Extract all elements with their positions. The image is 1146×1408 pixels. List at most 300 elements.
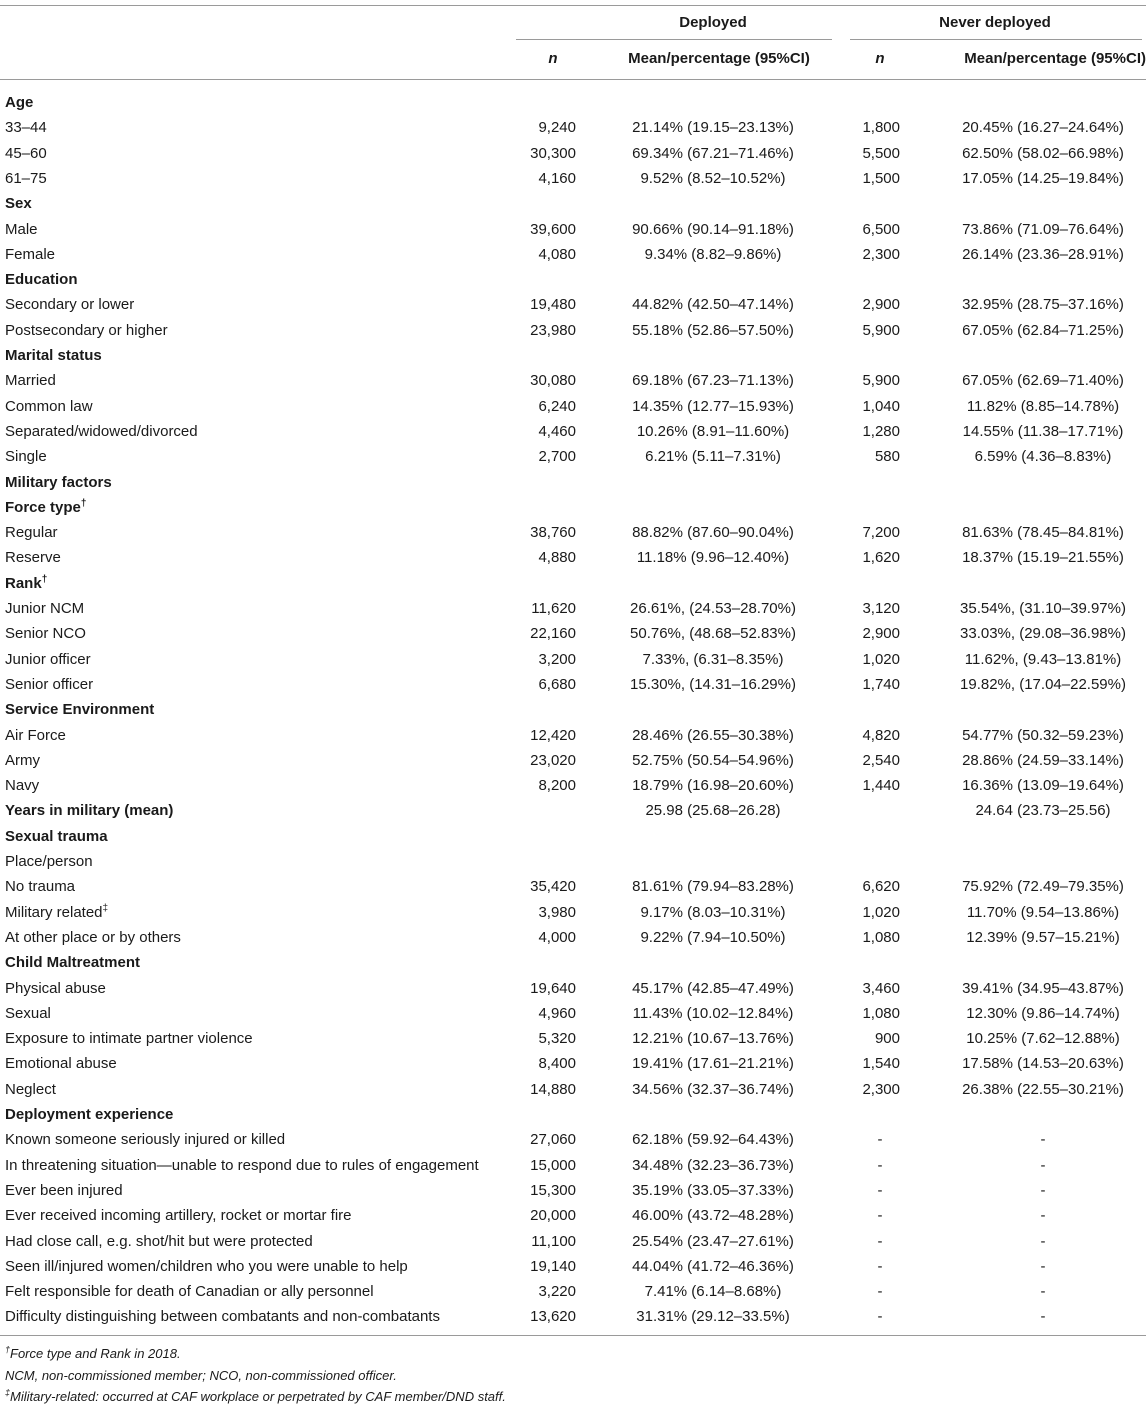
row-label <box>5 1001 51 1026</box>
deployed-n-cell: 19,480 <box>530 296 576 314</box>
never-pct-cell: 16.36% (13.09–19.64%) <box>962 777 1124 795</box>
never-n-cell: - <box>877 1207 883 1225</box>
row-label <box>5 1229 313 1254</box>
never-pct-cell: 17.58% (14.53–20.63%) <box>962 1055 1124 1073</box>
row-label-text: Force type <box>5 498 81 516</box>
deployed-n-cell: 6,680 <box>538 675 576 693</box>
never-pct-cell: 17.05% (14.25–19.84%) <box>962 169 1124 187</box>
row-label <box>5 647 91 672</box>
section-label <box>5 267 78 292</box>
table-row <box>0 217 1146 242</box>
row-label <box>5 217 38 242</box>
never-n-cell: 1,020 <box>862 650 900 668</box>
never-n-cell: 1,040 <box>862 397 900 415</box>
never-n-cell: 2,300 <box>862 1080 900 1098</box>
row-label-text: Male <box>5 220 38 238</box>
deployed-pct-cell: 9.34% (8.82–9.86%) <box>644 245 782 263</box>
never-n-cell: 5,900 <box>862 372 900 390</box>
section-row <box>0 571 1146 596</box>
row-label <box>5 1077 56 1102</box>
never-n-cell: 1,620 <box>862 549 900 567</box>
row-label-text: No trauma <box>5 878 76 896</box>
table-row <box>0 368 1146 393</box>
row-label-text: Years in military (mean) <box>5 802 174 820</box>
deployed-n-cell: 23,020 <box>530 751 576 769</box>
table-row <box>0 1127 1146 1152</box>
never-pct-cell: 39.41% (34.95–43.87%) <box>962 979 1124 997</box>
deployed-n-cell: 19,640 <box>530 979 576 997</box>
deployed-pct-cell: 21.14% (19.15–23.13%) <box>632 119 794 137</box>
never-pct-cell: 81.63% (78.45–84.81%) <box>962 524 1124 542</box>
row-label <box>5 545 61 570</box>
row-label <box>5 242 55 267</box>
table-row <box>0 1001 1146 1026</box>
deployed-pct-cell: 12.21% (10.67–13.76%) <box>632 1030 794 1048</box>
row-label-text: Seen ill/injured women/children who you were unable to help <box>5 1257 408 1275</box>
never-pct-cell: - <box>1040 1232 1046 1250</box>
table-row <box>0 849 1146 874</box>
section-row <box>0 90 1146 115</box>
row-label-text: Common law <box>5 397 93 415</box>
row-label-text: Felt responsible for death of Canadian or ally personnel <box>5 1283 374 1301</box>
never-n-cell: 1,080 <box>862 1004 900 1022</box>
table-row <box>0 874 1146 899</box>
row-label-text: Female <box>5 245 56 263</box>
never-pct-cell: 73.86% (71.09–76.64%) <box>962 220 1124 238</box>
section-row <box>0 950 1146 975</box>
table-row <box>0 141 1146 166</box>
table-row <box>0 748 1146 773</box>
table-row <box>0 1153 1146 1178</box>
never-n-cell: 580 <box>874 448 900 466</box>
deployed-n-cell: 27,060 <box>530 1131 576 1149</box>
never-n-cell: - <box>877 1232 883 1250</box>
never-n-cell: - <box>877 1181 883 1199</box>
row-label-text: Senior officer <box>5 675 94 693</box>
table-row <box>0 318 1146 343</box>
row-label-text: Sex <box>5 195 32 213</box>
deployed-n-cell: 3,200 <box>538 650 576 668</box>
deployed-n-cell: 30,080 <box>530 372 576 390</box>
deployed-pct-cell: 10.26% (8.91–11.60%) <box>636 422 790 440</box>
never-pct-cell: - <box>1040 1207 1046 1225</box>
table-row <box>0 1279 1146 1304</box>
never-pct-cell: 26.14% (23.36–28.91%) <box>962 245 1124 263</box>
never-pct-cell: 18.37% (15.19–21.55%) <box>962 549 1124 567</box>
section-row <box>0 798 1146 823</box>
deployed-n-cell: 20,000 <box>530 1207 576 1225</box>
table-row <box>0 1077 1146 1102</box>
never-n-cell: 900 <box>874 1030 900 1048</box>
never-n-cell: - <box>877 1156 883 1174</box>
deployed-n-cell: 8,200 <box>538 777 576 795</box>
row-label-text: Had close call, e.g. shot/hit but were protected <box>5 1232 313 1250</box>
row-label <box>5 115 47 140</box>
deployed-pct-cell: 69.18% (67.23–71.13%) <box>632 372 794 390</box>
deployed-n-cell: 39,600 <box>530 220 576 238</box>
deployed-n-cell: 4,960 <box>538 1004 576 1022</box>
row-label-text: Sexual <box>5 1004 51 1022</box>
row-label <box>5 925 181 950</box>
footnote-mark: † <box>80 497 87 509</box>
section-label <box>5 343 102 368</box>
row-label <box>5 520 58 545</box>
section-label <box>5 950 140 975</box>
never-n-cell: 1,500 <box>862 169 900 187</box>
row-label-text: Ever received incoming artillery, rocket or mortar fire <box>5 1207 352 1225</box>
row-label-text: Service Environment <box>5 701 155 719</box>
row-label-text: Senior NCO <box>5 625 86 643</box>
table-row <box>0 976 1146 1001</box>
never-pct-cell: 6.59% (4.36–8.83%) <box>974 448 1112 466</box>
section-row <box>0 824 1146 849</box>
row-label-text: 45–60 <box>5 144 47 162</box>
never-n-cell: - <box>877 1308 883 1326</box>
row-label <box>5 444 47 469</box>
row-label-text: Emotional abuse <box>5 1055 117 1073</box>
footnote <box>5 1368 397 1383</box>
deployed-n-cell: 3,220 <box>538 1283 576 1301</box>
never-n-cell: 2,900 <box>862 625 900 643</box>
row-label <box>5 166 47 191</box>
never-pct-cell: - <box>1040 1308 1046 1326</box>
row-label-text: Married <box>5 372 56 390</box>
never-pct-cell: 19.82%, (17.04–22.59%) <box>960 675 1126 693</box>
row-label <box>5 672 93 697</box>
row-label-text: Age <box>5 94 34 111</box>
row-label <box>5 1203 352 1228</box>
never-pct-cell: 28.86% (24.59–33.14%) <box>962 751 1124 769</box>
table-row <box>0 647 1146 672</box>
footnote-text: NCM, non-commissioned member; NCO, non-commissioned officer. <box>5 1368 397 1383</box>
never-n-cell: 5,900 <box>862 321 900 339</box>
deployed-n-cell: 4,000 <box>538 928 576 946</box>
row-label-text: Secondary or lower <box>5 296 135 314</box>
never-pct-cell: 54.77% (50.32–59.23%) <box>962 726 1124 744</box>
never-pct-cell: - <box>1040 1283 1046 1301</box>
deployed-pct-cell: 90.66% (90.14–91.18%) <box>632 220 794 238</box>
table-row <box>0 723 1146 748</box>
never-n-cell: 1,740 <box>862 675 900 693</box>
table-row <box>0 292 1146 317</box>
row-label-text: Military factors <box>5 473 112 491</box>
row-label-text: Single <box>5 448 47 466</box>
deployed-group-rule <box>516 39 832 40</box>
deployed-pct-cell: 28.46% (26.55–30.38%) <box>632 726 794 744</box>
row-label-text: 61–75 <box>5 169 47 187</box>
never-pct-cell: 26.38% (22.55–30.21%) <box>962 1080 1124 1098</box>
row-label-text: 33–44 <box>5 119 47 137</box>
row-label <box>5 1153 479 1178</box>
table-row <box>0 115 1146 140</box>
row-label-text: Physical abuse <box>5 979 106 997</box>
deployed-pct-cell: 69.34% (67.21–71.46%) <box>632 144 794 162</box>
section-label <box>5 824 108 849</box>
table-row <box>0 900 1146 925</box>
never-pct-cell: - <box>1040 1156 1046 1174</box>
deployed-n-cell: 15,300 <box>530 1181 576 1199</box>
deployed-pct-cell: 45.17% (42.85–47.49%) <box>632 979 794 997</box>
deployed-pct-cell: 35.19% (33.05–37.33%) <box>632 1181 794 1199</box>
never-n-cell: 2,540 <box>862 751 900 769</box>
table-row <box>0 394 1146 419</box>
table-row <box>0 1026 1146 1051</box>
deployed-n-cell: 13,620 <box>530 1308 576 1326</box>
deployed-n-cell: 4,460 <box>538 422 576 440</box>
deployed-n-cell: 3,980 <box>538 903 576 921</box>
section-row <box>0 1102 1146 1127</box>
table-row <box>0 621 1146 646</box>
deployed-n-cell: 8,400 <box>538 1055 576 1073</box>
never-n-cell: - <box>877 1257 883 1275</box>
row-label <box>5 976 106 1001</box>
deployed-pct-cell: 18.79% (16.98–20.60%) <box>632 777 794 795</box>
table-row <box>0 925 1146 950</box>
section-row <box>0 470 1146 495</box>
never-pct-cell: 10.25% (7.62–12.88%) <box>966 1030 1120 1048</box>
never-pct-cell: 20.45% (16.27–24.64%) <box>962 119 1124 137</box>
section-label <box>5 495 86 520</box>
row-label-text: Neglect <box>5 1080 56 1098</box>
row-label-text: Army <box>5 751 40 769</box>
row-label <box>5 292 134 317</box>
row-label-text: Regular <box>5 524 58 542</box>
deployed-n-cell: 30,300 <box>530 144 576 162</box>
deployed-pct-cell: 7.33%, (6.31–8.35%) <box>642 650 784 668</box>
never-n-cell: - <box>877 1131 883 1149</box>
section-row <box>0 191 1146 216</box>
deployed-n-cell: 6,240 <box>538 397 576 415</box>
mean-header-deployed: Mean/percentage (95%CI) <box>628 50 810 67</box>
deployed-pct-cell: 6.21% (5.11–7.31%) <box>645 448 781 466</box>
table-row <box>0 520 1146 545</box>
row-label <box>5 394 93 419</box>
header-rule <box>0 79 1146 80</box>
footnote-mark: † <box>5 1344 11 1355</box>
never-n-cell: 1,440 <box>862 777 900 795</box>
deployed-pct-cell: 11.43% (10.02–12.84%) <box>632 1004 794 1022</box>
deployed-pct-cell: 55.18% (52.86–57.50%) <box>632 321 794 339</box>
deployed-n-cell: 5,320 <box>538 1030 576 1048</box>
footnote <box>5 1389 506 1404</box>
never-pct-cell: 14.55% (11.38–17.71%) <box>962 422 1124 440</box>
deployed-pct-cell: 11.18% (9.96–12.40%) <box>636 549 790 567</box>
row-label-text: Navy <box>5 777 40 795</box>
never-pct-cell: 62.50% (58.02–66.98%) <box>962 144 1124 162</box>
deployed-n-cell: 4,880 <box>538 549 576 567</box>
table-row <box>0 419 1146 444</box>
footnote-text: Military-related: occurred at CAF workplace or perpetrated by CAF member/DND staff. <box>10 1389 506 1404</box>
deployed-pct-cell: 34.48% (32.23–36.73%) <box>632 1156 794 1174</box>
row-label-text: Place/person <box>5 853 93 870</box>
section-label <box>5 571 47 596</box>
section-row <box>0 495 1146 520</box>
row-label <box>5 419 198 444</box>
row-label-text: Ever been injured <box>5 1181 123 1199</box>
deployed-n-cell: 4,080 <box>538 245 576 263</box>
deployed-pct-cell: 14.35% (12.77–15.93%) <box>632 397 794 415</box>
row-label-text: Junior NCM <box>5 600 85 617</box>
deployed-n-cell: 38,760 <box>530 524 576 542</box>
never-pct-cell: 35.54%, (31.10–39.97%) <box>960 600 1126 617</box>
section-label <box>5 470 112 495</box>
row-label-text: Marital status <box>5 347 102 364</box>
row-label <box>5 621 86 646</box>
deployed-n-cell: 11,620 <box>531 600 576 617</box>
table-row <box>0 1178 1146 1203</box>
row-label <box>5 1026 253 1051</box>
top-rule <box>0 5 1146 6</box>
deployed-pct-cell: 31.31% (29.12–33.5%) <box>636 1308 790 1326</box>
row-label-text: Air Force <box>5 726 66 744</box>
row-label-text: Junior officer <box>5 650 91 668</box>
never-pct-cell: 11.70% (9.54–13.86%) <box>966 903 1120 921</box>
row-label <box>5 1051 117 1076</box>
row-label <box>5 773 39 798</box>
never-pct-cell: 12.39% (9.57–15.21%) <box>966 928 1120 946</box>
deployed-pct-cell: 26.61%, (24.53–28.70%) <box>630 600 796 617</box>
never-n-cell: 1,280 <box>862 422 900 440</box>
deployed-n-cell: 15,000 <box>530 1156 576 1174</box>
never-n-cell: 4,820 <box>862 726 900 744</box>
never-pct-cell: 75.92% (72.49–79.35%) <box>962 878 1124 896</box>
deployed-header: Deployed <box>679 14 747 31</box>
row-label <box>5 1254 408 1279</box>
never-pct-cell: 67.05% (62.84–71.25%) <box>962 321 1124 339</box>
section-label <box>5 191 32 216</box>
row-label <box>5 874 75 899</box>
row-label-text: At other place or by others <box>5 928 181 946</box>
row-label-text: Exposure to intimate partner violence <box>5 1030 253 1048</box>
never-n-cell: 2,300 <box>862 245 900 263</box>
deployed-n-cell: 2,700 <box>538 448 576 466</box>
row-label-text: Separated/widowed/divorced <box>5 422 198 440</box>
bottom-rule <box>0 1335 1146 1336</box>
deployed-pct-cell: 19.41% (17.61–21.21%) <box>632 1055 794 1073</box>
never-n-cell: 7,200 <box>862 524 900 542</box>
section-label <box>5 798 173 823</box>
n-header-deployed: n <box>548 50 558 67</box>
row-label-text: Deployment experience <box>5 1106 174 1123</box>
never-pct-cell: 67.05% (62.69–71.40%) <box>962 372 1124 390</box>
row-label <box>5 1127 285 1152</box>
section-row <box>0 697 1146 722</box>
deployed-n-cell: 12,420 <box>530 726 576 744</box>
never-pct-cell: 11.62%, (9.43–13.81%) <box>964 650 1122 668</box>
deployed-pct-cell: 9.22% (7.94–10.50%) <box>640 928 786 946</box>
deployed-pct-cell: 52.75% (50.54–54.96%) <box>632 751 794 769</box>
table-row <box>0 1304 1146 1329</box>
deployed-pct-cell: 34.56% (32.37–36.74%) <box>632 1080 794 1098</box>
deployed-n-cell: 9,240 <box>538 119 576 137</box>
deployed-pct-cell: 7.41% (6.14–8.68%) <box>644 1283 782 1301</box>
section-label <box>5 697 154 722</box>
deployed-pct-cell: 25.54% (23.47–27.61%) <box>632 1232 794 1250</box>
never-pct-cell: - <box>1040 1181 1046 1199</box>
never-deployed-header: Never deployed <box>939 14 1051 31</box>
table-row <box>0 1254 1146 1279</box>
never-pct-cell: 24.64 (23.73–25.56) <box>975 802 1111 820</box>
row-label-text: Rank <box>5 574 42 592</box>
deployed-n-cell: 22,160 <box>530 625 576 643</box>
row-label-text: Education <box>5 271 78 289</box>
never-pct-cell: 32.95% (28.75–37.16%) <box>962 296 1124 314</box>
section-label <box>5 90 33 115</box>
never-n-cell: 3,460 <box>862 979 900 997</box>
deployed-pct-cell: 9.17% (8.03–10.31%) <box>640 903 786 921</box>
row-label <box>5 723 66 748</box>
section-row <box>0 267 1146 292</box>
table-row <box>0 672 1146 697</box>
table-row <box>0 596 1146 621</box>
row-label <box>5 596 84 621</box>
table-row <box>0 773 1146 798</box>
row-label <box>5 900 108 925</box>
footnote-mark: ‡ <box>5 1387 11 1398</box>
row-label <box>5 849 93 874</box>
never-n-cell: 5,500 <box>862 144 900 162</box>
section-label <box>5 1102 173 1127</box>
row-label <box>5 1304 440 1329</box>
never-n-cell: 1,080 <box>862 928 900 946</box>
never-pct-cell: - <box>1040 1257 1046 1275</box>
never-pct-cell: - <box>1040 1131 1046 1149</box>
row-label-text: Reserve <box>5 549 61 567</box>
footnote-mark: † <box>41 573 48 585</box>
row-label <box>5 368 56 393</box>
never-pct-cell: 33.03%, (29.08–36.98%) <box>960 625 1126 643</box>
table-row <box>0 1203 1146 1228</box>
deployed-n-cell: 23,980 <box>530 321 576 339</box>
row-label-text: Sexual trauma <box>5 827 108 845</box>
deployed-n-cell: 14,880 <box>530 1080 576 1098</box>
row-label-text: Known someone seriously injured or killed <box>5 1131 286 1149</box>
row-label-text: Child Maltreatment <box>5 954 141 972</box>
never-n-cell: 2,900 <box>862 296 900 314</box>
deployed-n-cell: 4,160 <box>538 169 576 187</box>
deployed-pct-cell: 25.98 (25.68–26.28) <box>645 802 781 820</box>
row-label <box>5 141 47 166</box>
deployed-pct-cell: 9.52% (8.52–10.52%) <box>640 169 786 187</box>
table-row <box>0 1051 1146 1076</box>
row-label-text: Difficulty distinguishing between combatants and non-combatants <box>5 1308 440 1326</box>
table-row <box>0 545 1146 570</box>
deployed-pct-cell: 15.30%, (14.31–16.29%) <box>630 675 796 693</box>
table-row <box>0 1229 1146 1254</box>
mean-header-never: Mean/percentage (95%CI) <box>964 50 1146 67</box>
deployed-pct-cell: 50.76%, (48.68–52.83%) <box>630 625 796 643</box>
footnote <box>5 1346 181 1361</box>
never-n-cell: - <box>877 1283 883 1301</box>
table-row <box>0 242 1146 267</box>
table-row <box>0 166 1146 191</box>
deployed-pct-cell: 81.61% (79.94–83.28%) <box>632 878 794 896</box>
row-label <box>5 748 40 773</box>
deployed-pct-cell: 88.82% (87.60–90.04%) <box>632 524 794 542</box>
deployed-pct-cell: 44.04% (41.72–46.36%) <box>632 1257 794 1275</box>
never-n-cell: 6,620 <box>862 878 900 896</box>
never-n-cell: 6,500 <box>862 220 900 238</box>
table-row <box>0 444 1146 469</box>
never-deployed-group-rule <box>850 39 1142 40</box>
row-label <box>5 1279 374 1304</box>
row-label-text: Postsecondary or higher <box>5 321 168 339</box>
never-n-cell: 1,540 <box>862 1055 900 1073</box>
never-n-cell: 1,020 <box>862 903 900 921</box>
section-row <box>0 343 1146 368</box>
never-pct-cell: 12.30% (9.86–14.74%) <box>966 1004 1120 1022</box>
row-label <box>5 318 168 343</box>
